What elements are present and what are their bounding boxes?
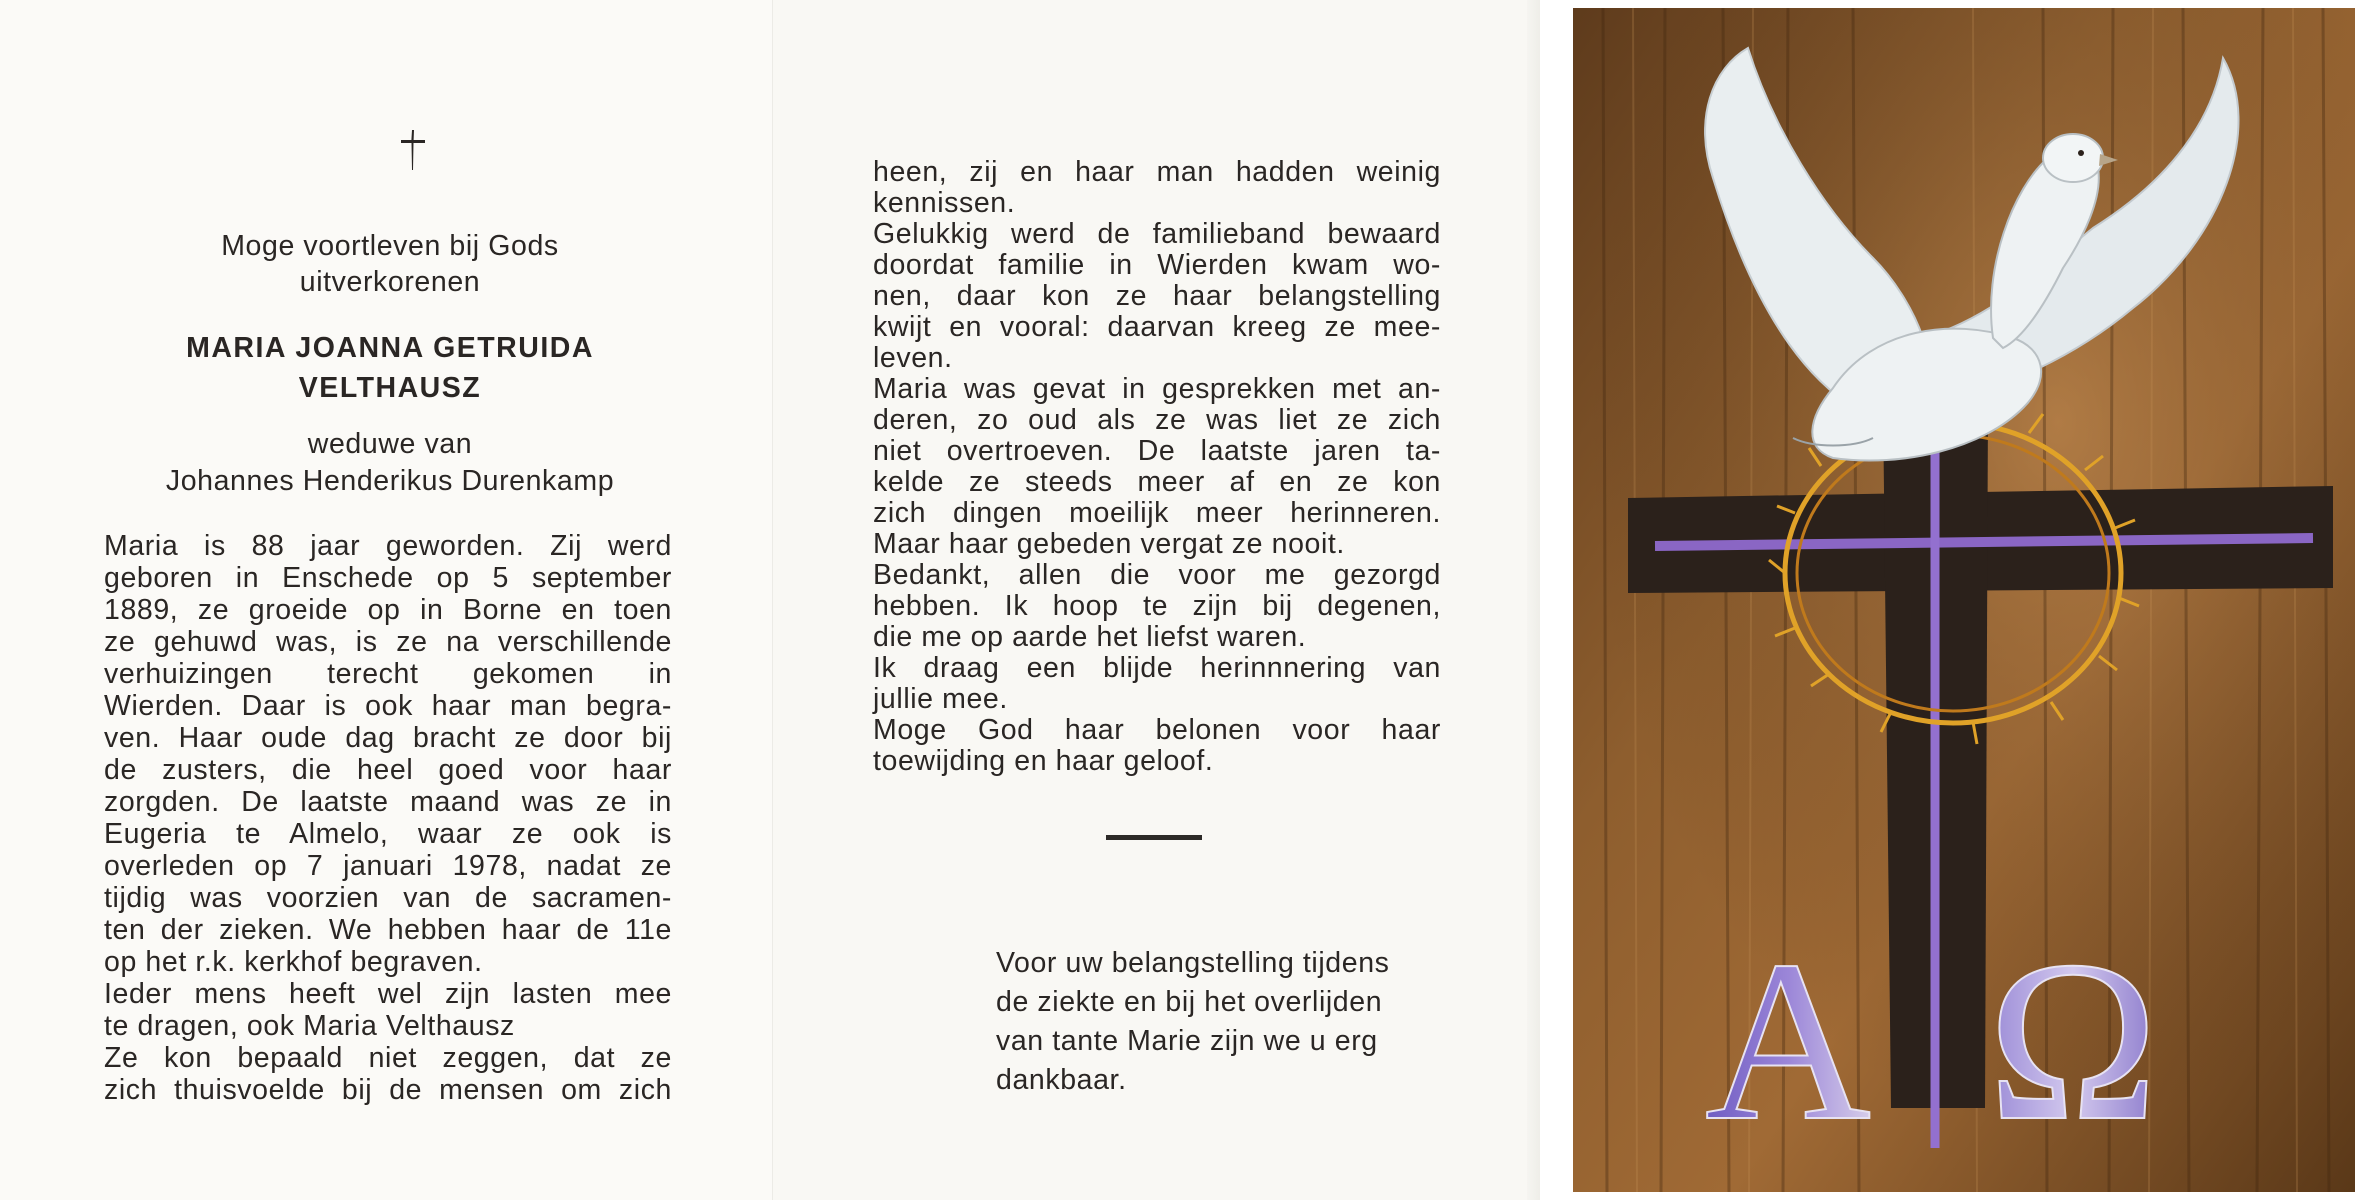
widow-of-label: weduwe van	[307, 428, 473, 460]
biography-line: de zusters, die heel goed voor haar	[104, 754, 672, 786]
biography-line: Ieder mens heeft wel zijn lasten mee	[104, 978, 672, 1010]
dove-cross-artwork	[1573, 8, 2355, 1192]
text-line: hebben. Ik hoop te zijn bij degenen,	[873, 590, 1441, 622]
biography-line: Ze kon bepaald niet zeggen, dat ze	[104, 1042, 672, 1074]
section-divider	[1106, 835, 1202, 840]
biography-line: te dragen, ook Maria Velthausz	[104, 1010, 515, 1042]
biography-line: ten der zieken. We hebben haar de 11e	[104, 914, 672, 946]
husband-name: Johannes Henderikus Durenkamp	[165, 465, 615, 497]
biography-line: tijdig was voorzien van de sacramen-	[104, 882, 672, 914]
cross-icon	[399, 128, 427, 172]
biography-line: overleden op 7 januari 1978, nadat ze	[104, 850, 672, 882]
biography-line: 1889, ze groeide op in Borne en toen	[104, 594, 672, 626]
text-line: leven.	[873, 342, 953, 374]
deceased-name-line-2: VELTHAUSZ	[298, 372, 482, 404]
biography-line: verhuizingen terecht gekomen in	[104, 658, 672, 690]
biography-line: op het r.k. kerkhof begraven.	[104, 946, 483, 978]
biography-line: geboren in Enschede op 5 september	[104, 562, 672, 594]
biography-line: ven. Haar oude dag bracht ze door bij	[104, 722, 672, 754]
thanks-line: Voor uw belangstelling tijdens	[996, 947, 1390, 979]
biography-line: Maria is 88 jaar geworden. Zij werd	[104, 530, 672, 562]
epitaph-line-1: Moge voortleven bij Gods	[221, 230, 559, 262]
text-line: deren, zo oud als ze was liet ze zich	[873, 404, 1441, 436]
text-line: nen, daar kon ze haar belangstelling	[873, 280, 1441, 312]
text-line: kennissen.	[873, 187, 1016, 219]
biography-line: zorgden. De laatste maand was ze in	[104, 786, 672, 818]
thanks-line: van tante Marie zijn we u erg	[996, 1025, 1378, 1057]
text-line: jullie mee.	[873, 683, 1008, 715]
text-line: zich dingen moeilijk meer herinneren.	[873, 497, 1441, 529]
text-line: toewijding en haar geloof.	[873, 745, 1214, 777]
text-line: Moge God haar belonen voor haar	[873, 714, 1441, 746]
thanks-line: dankbaar.	[996, 1064, 1127, 1096]
omega-letter: Ω	[1987, 913, 2159, 1168]
thanks-line: de ziekte en bij het overlijden	[996, 986, 1383, 1018]
text-line: Bedankt, allen die voor me gezorgd	[873, 559, 1441, 591]
alpha-letter: A	[1704, 913, 1872, 1168]
text-line: Gelukkig werd de familieband bewaard	[873, 218, 1441, 250]
epitaph-line-2: uitverkorenen	[299, 266, 481, 298]
biography-line: Wierden. Daar is ook haar man begra-	[104, 690, 672, 722]
text-line: kelde ze steeds meer af en ze kon	[873, 466, 1441, 498]
text-line: Maar haar gebeden vergat ze nooit.	[873, 528, 1345, 560]
biography-line: zich thuisvoelde bij de mensen om zich	[104, 1074, 672, 1106]
text-line: kwijt en vooral: daarvan kreeg ze mee-	[873, 311, 1441, 343]
text-line: die me op aarde het liefst waren.	[873, 621, 1307, 653]
text-line: niet overtroeven. De laatste jaren ta-	[873, 435, 1441, 467]
biography-line: Eugeria te Almelo, waar ze ook is	[104, 818, 672, 850]
text-line: heen, zij en haar man hadden weinig	[873, 156, 1441, 188]
deceased-name-line-1: MARIA JOANNA GETRUIDA	[186, 332, 594, 364]
text-line: doordat familie in Wierden kwam wo-	[873, 249, 1441, 281]
text-line: Maria was gevat in gesprekken met an-	[873, 373, 1441, 405]
text-line: Ik draag een blijde herinnnering van	[873, 652, 1441, 684]
biography-line: ze gehuwd was, is ze na verschillende	[104, 626, 672, 658]
